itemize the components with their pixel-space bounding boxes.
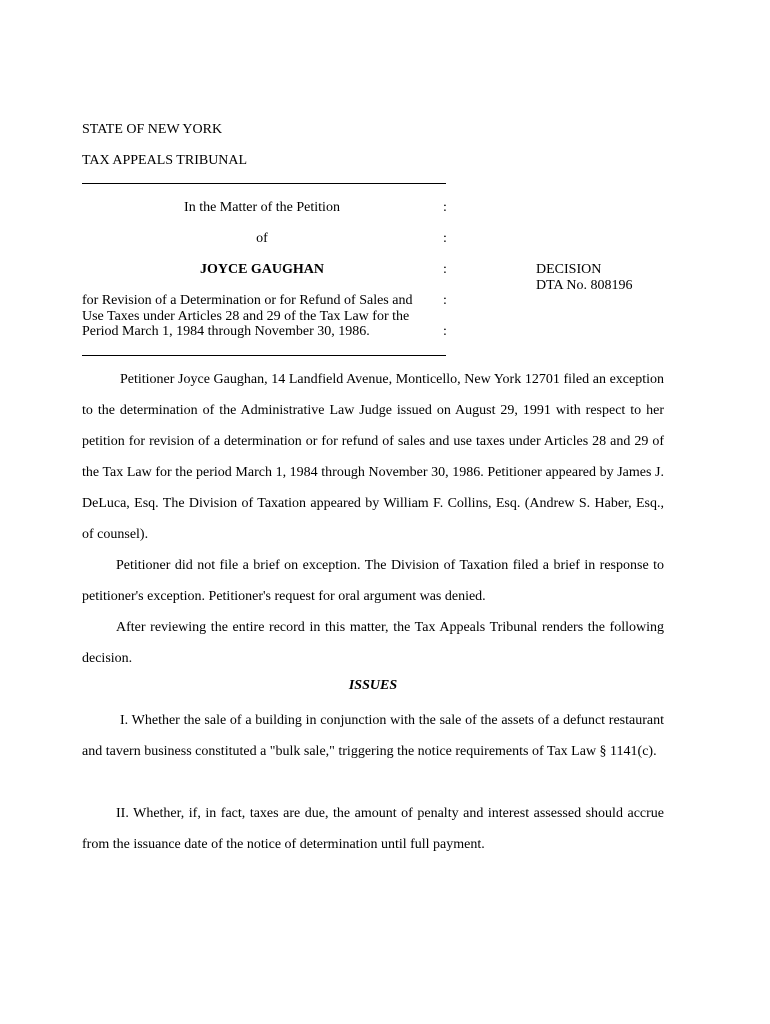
caption-colon: : <box>443 200 447 215</box>
caption-colon: : <box>443 293 447 308</box>
body-paragraph-appearances: Petitioner Joyce Gaughan, 14 Landfield Avenue, Monticello, New York 12701 filed an exception to the determination of the Administrative Law Judge issued on August 29, 1991 with respect to her petition for revision of a determination or for refund of sales and use taxes under Articles 28 and 29 of the Tax Law for the period March 1, 1984 through November 30, 1986. Petitioner appeared by James J. DeLuca, Esq. The Division of Taxation appeared by William F. Collins, Esq. (Andrew S. Haber, Esq., of counsel). <box>82 372 664 542</box>
body-paragraph-briefs: Petitioner did not file a brief on exception. The Division of Taxation filed a brief in response to petitioner's exception. Petitioner's request for oral argument was denied. <box>82 558 664 604</box>
issue-2: II. Whether, if, in fact, taxes are due, the amount of penalty and interest assessed should accrue from the issuance date of the notice of determination until full payment. <box>82 806 664 852</box>
caption-revision <box>82 293 442 340</box>
caption-colon: : <box>443 324 447 339</box>
caption-colon: : <box>443 231 447 246</box>
state-header: STATE OF NEW YORK <box>82 122 223 137</box>
revision-line-3: Period March 1, 1984 through November 30, 1986. <box>82 324 370 339</box>
issue-1: I. Whether the sale of a building in conjunction with the sale of the assets of a defunct restaurant and tavern business constituted a "bulk sale," triggering the notice requirements of Tax Law § 1141(c). <box>82 713 664 759</box>
decision-number: DTA No. 808196 <box>536 277 633 293</box>
caption-of: of <box>256 231 268 246</box>
body-paragraph-decision-intro: After reviewing the entire record in this matter, the Tax Appeals Tribunal renders the following decision. <box>82 620 664 666</box>
revision-line-2: Use Taxes under Articles 28 and 29 of the Tax Law for the <box>82 308 410 324</box>
caption-top-rule <box>82 183 446 184</box>
issues-heading: ISSUES <box>348 678 398 693</box>
tribunal-header: TAX APPEALS TRIBUNAL <box>82 153 248 168</box>
caption-bottom-rule <box>82 355 446 356</box>
caption-colon: : <box>443 262 447 277</box>
decision-label: DECISION <box>536 262 602 277</box>
caption-petitioner-name: JOYCE GAUGHAN <box>199 262 325 277</box>
caption-matter: In the Matter of the Petition <box>184 200 340 215</box>
decision-block <box>536 262 633 293</box>
revision-line-1: for Revision of a Determination or for Refund of Sales and <box>82 293 413 308</box>
